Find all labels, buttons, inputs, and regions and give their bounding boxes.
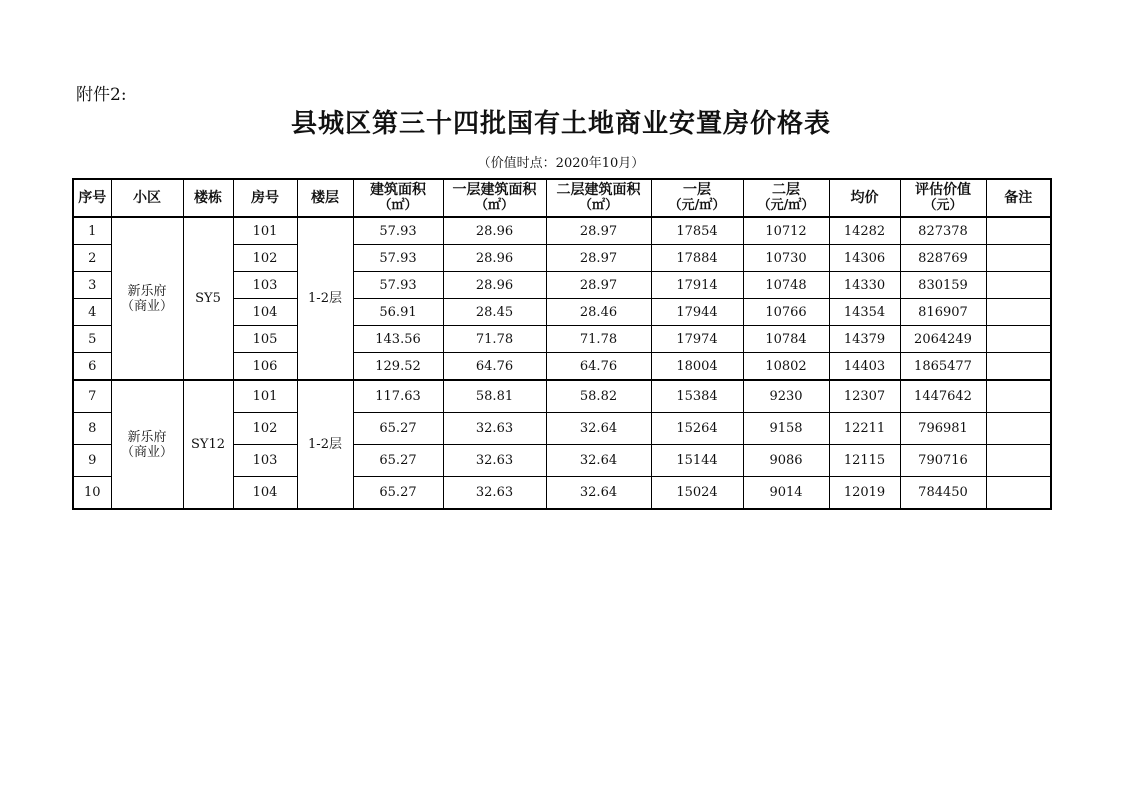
average-price: 14306 [829, 245, 900, 272]
row-number: 3 [73, 272, 111, 299]
column-header [546, 179, 651, 217]
second-floor-price: 10748 [743, 272, 829, 299]
column-header-unit: （元/㎡） [668, 198, 726, 213]
column-header-label: 一层 [683, 182, 711, 198]
average-price: 14379 [829, 326, 900, 353]
first-floor-area: 32.63 [443, 445, 546, 477]
second-floor-area: 32.64 [546, 477, 651, 510]
row-number: 7 [73, 380, 111, 413]
column-header [111, 179, 183, 217]
column-header-unit: （㎡） [578, 198, 618, 213]
column-header-label: 楼层 [311, 189, 339, 206]
appraised-value: 830159 [900, 272, 986, 299]
first-floor-area: 32.63 [443, 413, 546, 445]
room-number: 104 [233, 477, 297, 510]
first-floor-price: 17914 [651, 272, 743, 299]
community-type: （商业） [120, 298, 173, 314]
second-floor-area: 64.76 [546, 353, 651, 381]
average-price: 12115 [829, 445, 900, 477]
row-number: 6 [73, 353, 111, 381]
column-header [297, 179, 353, 217]
first-floor-price: 17974 [651, 326, 743, 353]
row-number: 1 [73, 217, 111, 245]
community-type: （商业） [120, 444, 173, 460]
first-floor-area: 32.63 [443, 477, 546, 510]
column-header-label: 评估价值 [915, 182, 971, 198]
remarks [986, 353, 1051, 381]
room-number: 106 [233, 353, 297, 381]
average-price: 14403 [829, 353, 900, 381]
community-cell [111, 217, 183, 380]
remarks [986, 477, 1051, 510]
column-header [829, 179, 900, 217]
community-name: 新乐府 [127, 283, 167, 299]
first-floor-area: 64.76 [443, 353, 546, 381]
second-floor-price: 10712 [743, 217, 829, 245]
column-header [233, 179, 297, 217]
building-area: 143.56 [353, 326, 443, 353]
column-header-label: 一层建筑面积 [452, 182, 537, 198]
column-header [183, 179, 233, 217]
column-header-label: 备注 [1004, 189, 1033, 206]
room-number: 101 [233, 217, 297, 245]
appraised-value: 796981 [900, 413, 986, 445]
building-area: 65.27 [353, 413, 443, 445]
room-number: 103 [233, 445, 297, 477]
row-number: 4 [73, 299, 111, 326]
building-area: 57.93 [353, 272, 443, 299]
first-floor-area: 28.96 [443, 245, 546, 272]
first-floor-price: 15144 [651, 445, 743, 477]
appraised-value: 827378 [900, 217, 986, 245]
column-header [353, 179, 443, 217]
second-floor-area: 71.78 [546, 326, 651, 353]
column-header-label: 二层建筑面积 [556, 182, 641, 198]
row-number: 9 [73, 445, 111, 477]
column-header-unit: （㎡） [474, 198, 514, 213]
first-floor-price: 17854 [651, 217, 743, 245]
second-floor-area: 32.64 [546, 413, 651, 445]
remarks [986, 299, 1051, 326]
column-header-unit: （㎡） [378, 198, 418, 213]
column-header [651, 179, 743, 217]
page-title: 县城区第三十四批国有土地商业安置房价格表 [290, 109, 831, 139]
column-header-label: 小区 [133, 189, 161, 206]
first-floor-price: 17884 [651, 245, 743, 272]
column-header-label: 二层 [772, 182, 800, 198]
second-floor-area: 28.97 [546, 272, 651, 299]
building-area: 65.27 [353, 445, 443, 477]
row-number: 5 [73, 326, 111, 353]
appraised-value: 1865477 [900, 353, 986, 381]
second-floor-area: 58.82 [546, 380, 651, 413]
room-number: 102 [233, 413, 297, 445]
building-area: 57.93 [353, 245, 443, 272]
column-header-unit: （元） [923, 198, 963, 213]
table-row [73, 217, 1051, 245]
community-cell [111, 380, 183, 509]
second-floor-price: 9158 [743, 413, 829, 445]
appraised-value: 1447642 [900, 380, 986, 413]
room-number: 101 [233, 380, 297, 413]
second-floor-price: 10730 [743, 245, 829, 272]
appraised-value: 816907 [900, 299, 986, 326]
second-floor-price: 10784 [743, 326, 829, 353]
second-floor-area: 28.97 [546, 217, 651, 245]
second-floor-price: 9014 [743, 477, 829, 510]
first-floor-area: 28.45 [443, 299, 546, 326]
remarks [986, 217, 1051, 245]
first-floor-area: 71.78 [443, 326, 546, 353]
remarks [986, 326, 1051, 353]
first-floor-area: 28.96 [443, 272, 546, 299]
room-number: 104 [233, 299, 297, 326]
building-cell: SY12 [183, 380, 233, 509]
remarks [986, 272, 1051, 299]
row-number: 8 [73, 413, 111, 445]
second-floor-price: 9230 [743, 380, 829, 413]
building-area: 129.52 [353, 353, 443, 381]
remarks [986, 245, 1051, 272]
row-number: 2 [73, 245, 111, 272]
column-header-label: 序号 [78, 189, 107, 206]
first-floor-area: 28.96 [443, 217, 546, 245]
room-number: 105 [233, 326, 297, 353]
floor-cell: 1-2层 [297, 380, 353, 509]
room-number: 102 [233, 245, 297, 272]
column-header-label: 建筑面积 [370, 182, 426, 198]
first-floor-price: 15024 [651, 477, 743, 510]
first-floor-price: 18004 [651, 353, 743, 381]
column-header-label: 房号 [251, 189, 279, 206]
column-header [73, 179, 111, 217]
second-floor-area: 32.64 [546, 445, 651, 477]
first-floor-price: 15264 [651, 413, 743, 445]
appraised-value: 784450 [900, 477, 986, 510]
floor-cell: 1-2层 [297, 217, 353, 380]
first-floor-price: 15384 [651, 380, 743, 413]
average-price: 14354 [829, 299, 900, 326]
column-header [986, 179, 1051, 217]
average-price: 14330 [829, 272, 900, 299]
second-floor-area: 28.46 [546, 299, 651, 326]
average-price: 12019 [829, 477, 900, 510]
second-floor-area: 28.97 [546, 245, 651, 272]
column-header [443, 179, 546, 217]
table-row [73, 380, 1051, 413]
building-area: 65.27 [353, 477, 443, 510]
header-row [73, 179, 1051, 217]
column-header [743, 179, 829, 217]
row-number: 10 [73, 477, 111, 510]
attachment-label: 附件2: [76, 85, 127, 105]
building-area: 57.93 [353, 217, 443, 245]
price-table [72, 178, 1052, 510]
building-cell: SY5 [183, 217, 233, 380]
second-floor-price: 9086 [743, 445, 829, 477]
column-header [900, 179, 986, 217]
column-header-unit: （元/㎡） [757, 198, 815, 213]
valuation-date: （价值时点：2020年10月） [477, 156, 645, 171]
column-header-label: 楼栋 [194, 189, 222, 206]
building-area: 117.63 [353, 380, 443, 413]
remarks [986, 413, 1051, 445]
first-floor-price: 17944 [651, 299, 743, 326]
remarks [986, 445, 1051, 477]
room-number: 103 [233, 272, 297, 299]
community-name: 新乐府 [127, 429, 167, 445]
average-price: 12211 [829, 413, 900, 445]
appraised-value: 790716 [900, 445, 986, 477]
average-price: 14282 [829, 217, 900, 245]
building-area: 56.91 [353, 299, 443, 326]
appraised-value: 828769 [900, 245, 986, 272]
first-floor-area: 58.81 [443, 380, 546, 413]
second-floor-price: 10802 [743, 353, 829, 381]
column-header-label: 均价 [850, 189, 879, 206]
appraised-value: 2064249 [900, 326, 986, 353]
average-price: 12307 [829, 380, 900, 413]
remarks [986, 380, 1051, 413]
second-floor-price: 10766 [743, 299, 829, 326]
